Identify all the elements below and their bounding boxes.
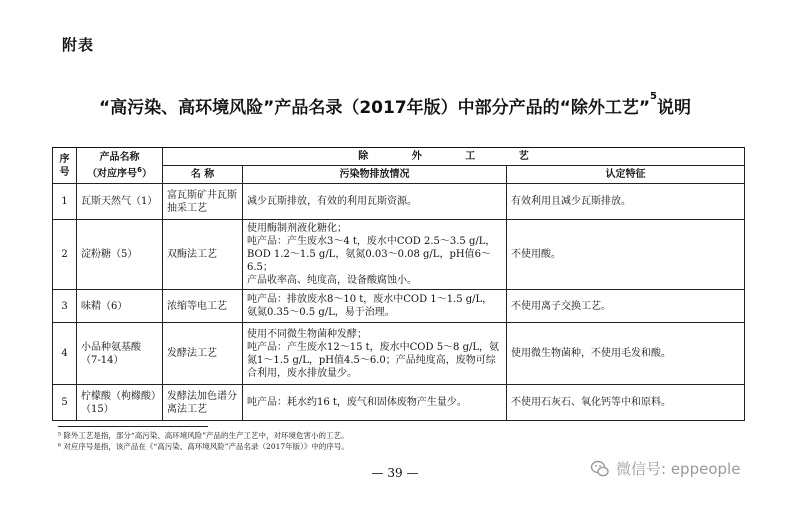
row-process: 发酵法加色谱分离法工艺 xyxy=(163,385,243,421)
row-pollutant: 吨产品：耗水约16 t，废气和固体废物产生量少。 xyxy=(243,385,507,421)
row-pollutant: 吨产品：排放废水8～10 t，废水中COD 1～1.5 g/L， 氨氮0.35～0.5 g/L，易于治理。 xyxy=(243,290,507,323)
header-process-group: 除 外 工 艺 xyxy=(163,148,745,166)
header-feature: 认定特征 xyxy=(507,166,745,184)
row-process: 富瓦斯矿井瓦斯抽采工艺 xyxy=(163,184,243,220)
row-pollutant: 使用不同微生物菌种发酵； 吨产品：产生废水12～15 t，废水中COD 5～8 g/L，氨 氮1～1.5 g/L，pH值4.5～6.0；产品纯度高，废物可综 合利用，废水排放量少。 xyxy=(243,323,507,385)
table-row xyxy=(53,290,745,323)
row-feature: 不使用酸。 xyxy=(507,220,745,290)
table-row xyxy=(53,323,745,385)
table-row xyxy=(53,220,745,290)
row-feature: 有效利用且减少瓦斯排放。 xyxy=(507,184,745,220)
document-title xyxy=(0,93,790,118)
header-pollutant: 污染物排放情况 xyxy=(243,166,507,184)
wechat-icon xyxy=(590,459,610,479)
title-main: “高污染、高环境风险”产品名录（2017年版）中部分产品的“除外工艺” xyxy=(99,98,651,118)
table-header-row xyxy=(53,148,745,166)
row-feature: 使用微生物菌种，不使用毛发和酸。 xyxy=(507,323,745,385)
process-table xyxy=(52,147,745,421)
watermark xyxy=(590,458,740,479)
table-row xyxy=(53,385,745,421)
row-product: 味精（6） xyxy=(77,290,163,323)
watermark-text: 微信号: eppeople xyxy=(616,460,741,478)
page-number: — 39 — xyxy=(371,466,419,480)
row-seq: 2 xyxy=(53,220,77,290)
row-seq: 4 xyxy=(53,323,77,385)
footnotes xyxy=(58,430,349,452)
row-seq: 3 xyxy=(53,290,77,323)
header-seq: 序号 xyxy=(53,148,77,184)
row-feature: 不使用离子交换工艺。 xyxy=(507,290,745,323)
heading-label: 附表 xyxy=(62,36,95,54)
table-row xyxy=(53,184,745,220)
row-process: 发酵法工艺 xyxy=(163,323,243,385)
row-product: 瓦斯天然气（1） xyxy=(77,184,163,220)
title-footnote-ref: 5 xyxy=(650,91,657,102)
row-pollutant: 使用酶制剂液化糖化； 吨产品：产生废水3～4 t，废水中COD 2.5～3.5 g/L， BOD 1.2～1.5 g/L，氨氮0.03～0.08 g/L，pH值6～6.5； 产品收率高、纯度高，设备酸腐蚀小。 xyxy=(243,220,507,290)
row-product: 柠檬酸（枸橼酸）（15） xyxy=(77,385,163,421)
header-process-name: 名 称 xyxy=(163,166,243,184)
footnote-6: ⁶ 对应序号是指，该产品在《“高污染、高环境风险”产品名录（2017年版）》中的序号。 xyxy=(58,442,349,451)
row-process: 浓缩等电工艺 xyxy=(163,290,243,323)
row-seq: 1 xyxy=(53,184,77,220)
footnote-divider xyxy=(58,426,208,427)
row-pollutant: 减少瓦斯排放，有效的利用瓦斯资源。 xyxy=(243,184,507,220)
row-feature: 不使用石灰石、氧化钙等中和原料。 xyxy=(507,385,745,421)
row-process: 双酶法工艺 xyxy=(163,220,243,290)
row-product: 小品种氨基酸（7-14） xyxy=(77,323,163,385)
title-end: 说明 xyxy=(656,98,691,118)
footnote-5: ⁵ 除外工艺是指，部分“高污染、高环境风险”产品的生产工艺中，对环境危害小的工艺。 xyxy=(58,431,349,440)
row-seq: 5 xyxy=(53,385,77,421)
header-product: 产品名称 （对应序号$^6$） xyxy=(77,148,163,184)
row-product: 淀粉糖（5） xyxy=(77,220,163,290)
